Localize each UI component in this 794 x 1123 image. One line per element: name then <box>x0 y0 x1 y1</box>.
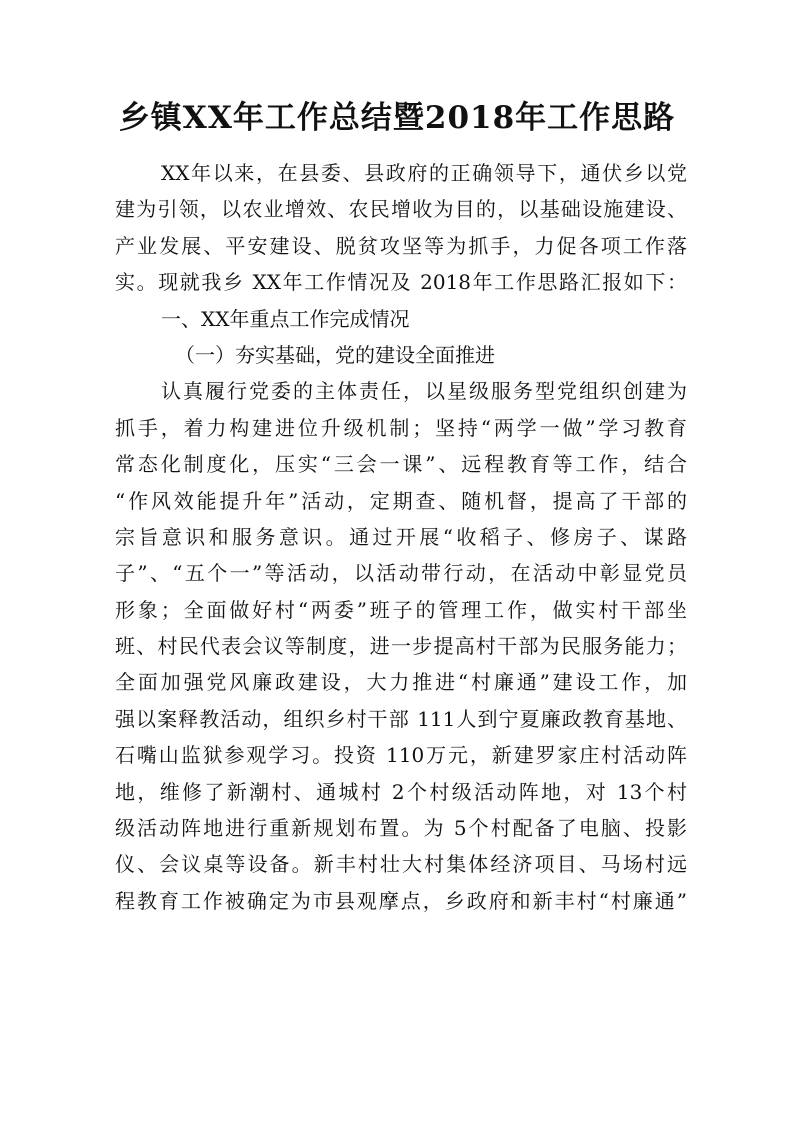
paragraph-line: 形象；全面做好村“两委”班子的管理工作，做实村干部坐 <box>115 597 687 622</box>
paragraph-line: 建为引领，以农业增效、农民增收为目的，以基础设施建设、 <box>115 197 687 222</box>
paragraph-line: 地，维修了新潮村、通城村 2个村级活动阵地，对 13个村 <box>115 779 687 804</box>
subsection-heading: （一）夯实基础，党的建设全面推进 <box>175 342 495 367</box>
paragraph-line: 抓手，着力构建进位升级机制；坚持“两学一做”学习教育 <box>115 415 687 440</box>
paragraph-line: 强以案释教活动，组织乡村干部 111人到宁夏廉政教育基地、 <box>115 706 687 731</box>
paragraph-line: “作风效能提升年”活动，定期查、随机督，提高了干部的 <box>115 488 687 513</box>
document-title: 乡镇XX年工作总结暨2018年工作思路 <box>118 100 676 136</box>
paragraph-line: 认真履行党委的主体责任，以星级服务型党组织创建为 <box>161 379 687 404</box>
paragraph-line: 产业发展、平安建设、脱贫攻坚等为抓手，力促各项工作落 <box>115 233 687 258</box>
document-body <box>115 155 687 919</box>
paragraph-line: 石嘴山监狱参观学习。投资 110万元，新建罗家庄村活动阵 <box>115 743 687 768</box>
paragraph-line: XX年以来，在县委、县政府的正确领导下，通伏乡以党 <box>161 161 687 185</box>
paragraph-line: 宗旨意识和服务意识。通过开展“收稻子、修房子、谋路 <box>115 524 687 549</box>
paragraph-line: 级活动阵地进行重新规划布置。为 5个村配备了电脑、投影 <box>115 816 687 841</box>
paragraph-line: 仪、会议桌等设备。新丰村壮大村集体经济项目、马场村远 <box>115 852 687 877</box>
paragraph-line: 程教育工作被确定为市县观摩点，乡政府和新丰村“村廉通” <box>115 888 687 913</box>
paragraph-line: 子”、“五个一”等活动，以活动带行动，在活动中彰显党员 <box>115 561 687 586</box>
section-heading: 一、XX年重点工作完成情况 <box>161 306 410 331</box>
paragraph-line: 全面加强党风廉政建设，大力推进“村廉通”建设工作，加 <box>115 670 687 695</box>
paragraph-line: 班、村民代表会议等制度，进一步提高村干部为民服务能力； <box>115 634 687 659</box>
paragraph-line: 常态化制度化，压实“三会一课”、远程教育等工作，结合 <box>115 452 687 477</box>
paragraph-line: 实。现就我乡 XX年工作情况及 2018年工作思路汇报如下： <box>115 270 687 295</box>
